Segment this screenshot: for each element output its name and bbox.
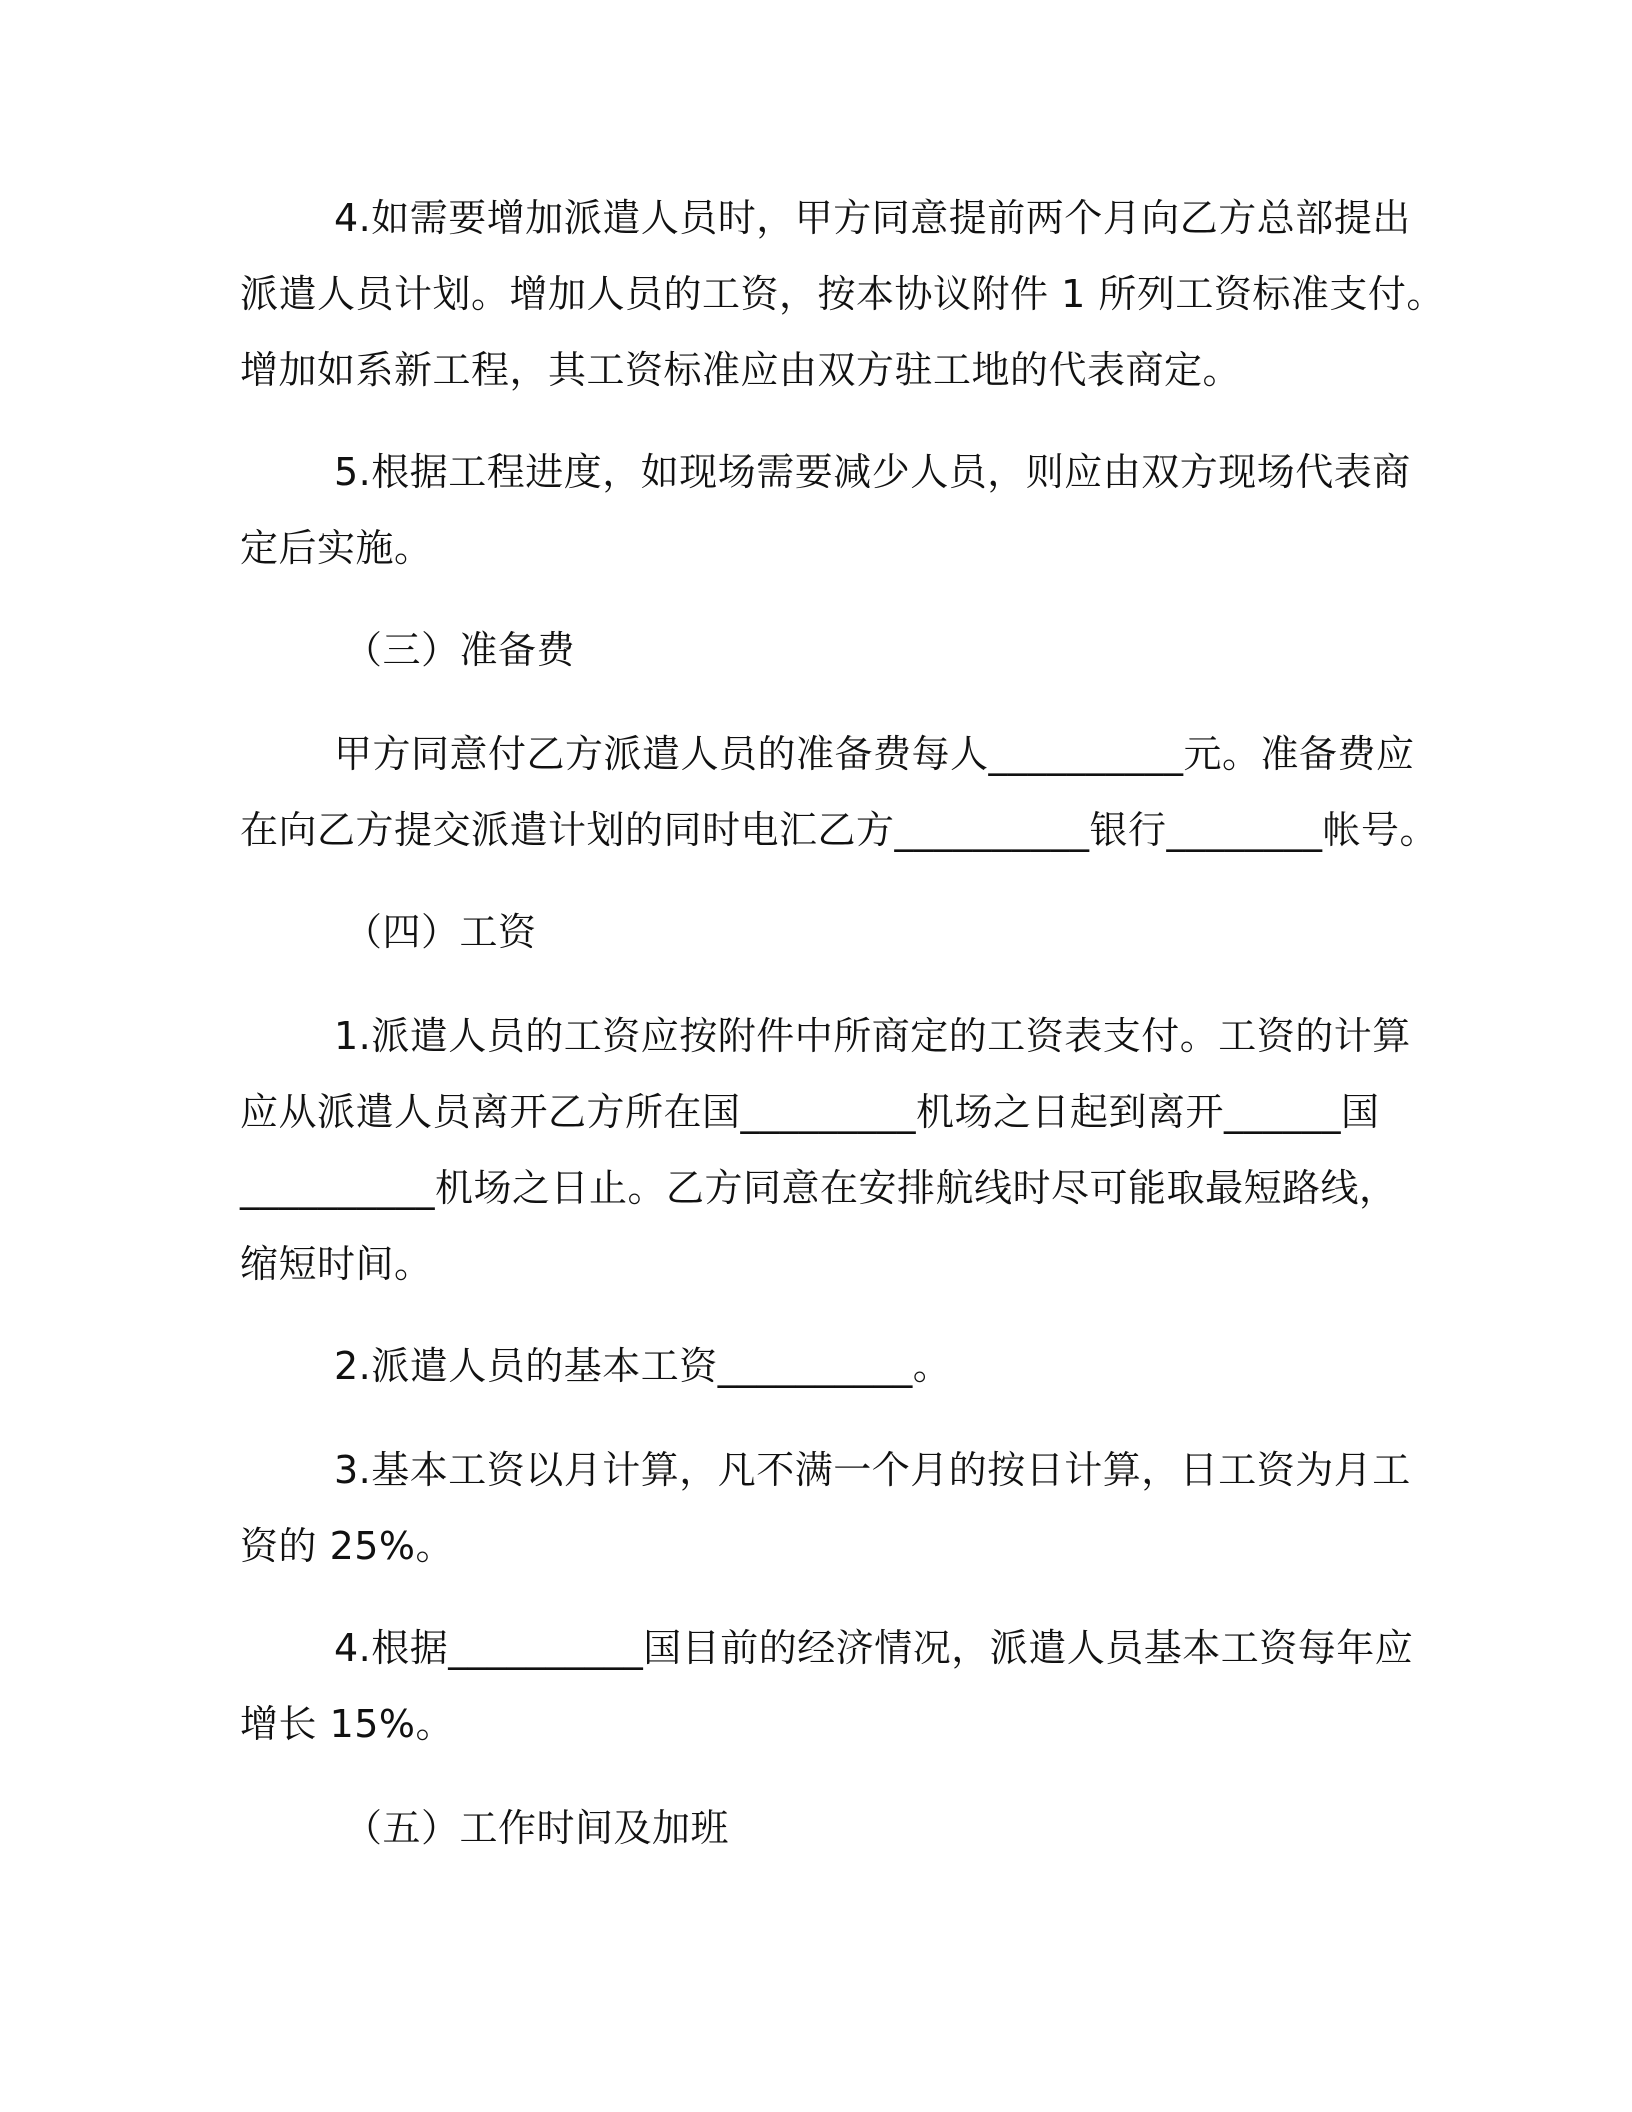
paragraph-4-line-1: 4.如需要增加派遣人员时，甲方同意提前两个月向乙方总部提出 bbox=[334, 196, 1411, 240]
preparation-fee-line-2: 在向乙方提交派遣计划的同时电汇乙方__________银行________帐号。 bbox=[240, 808, 1439, 852]
wages-1-line-1: 1.派遣人员的工资应按附件中所商定的工资表支付。工资的计算 bbox=[334, 1014, 1411, 1058]
section-heading-working-hours: （五）工作时间及加班 bbox=[344, 1806, 730, 1850]
wages-1-line-4: 缩短时间。 bbox=[240, 1242, 433, 1286]
preparation-fee-line-1: 甲方同意付乙方派遣人员的准备费每人__________元。准备费应 bbox=[334, 732, 1415, 776]
wages-4-line-1: 4.根据__________国目前的经济情况，派遣人员基本工资每年应 bbox=[334, 1626, 1414, 1670]
paragraph-5-line-1: 5.根据工程进度，如现场需要减少人员，则应由双方现场代表商 bbox=[334, 450, 1411, 494]
wages-3-line-1: 3.基本工资以月计算，凡不满一个月的按日计算，日工资为月工 bbox=[334, 1448, 1411, 1492]
section-heading-preparation-fee: （三）准备费 bbox=[344, 628, 576, 672]
paragraph-5-line-2: 定后实施。 bbox=[240, 526, 433, 570]
wages-2-line-1: 2.派遣人员的基本工资__________。 bbox=[334, 1344, 952, 1388]
wages-1-line-3: __________机场之日止。乙方同意在安排航线时尽可能取最短路线， bbox=[240, 1166, 1398, 1210]
section-heading-wages: （四）工资 bbox=[344, 910, 537, 954]
wages-3-line-2: 资的 25%。 bbox=[240, 1524, 455, 1568]
wages-4-line-2: 增长 15%。 bbox=[240, 1702, 455, 1746]
paragraph-4-line-3: 增加如系新工程，其工资标准应由双方驻工地的代表商定。 bbox=[240, 348, 1242, 392]
wages-1-line-2: 应从派遣人员离开乙方所在国_________机场之日起到离开______国 bbox=[240, 1090, 1380, 1134]
paragraph-4-line-2: 派遣人员计划。增加人员的工资，按本协议附件 1 所列工资标准支付。 bbox=[240, 272, 1445, 316]
